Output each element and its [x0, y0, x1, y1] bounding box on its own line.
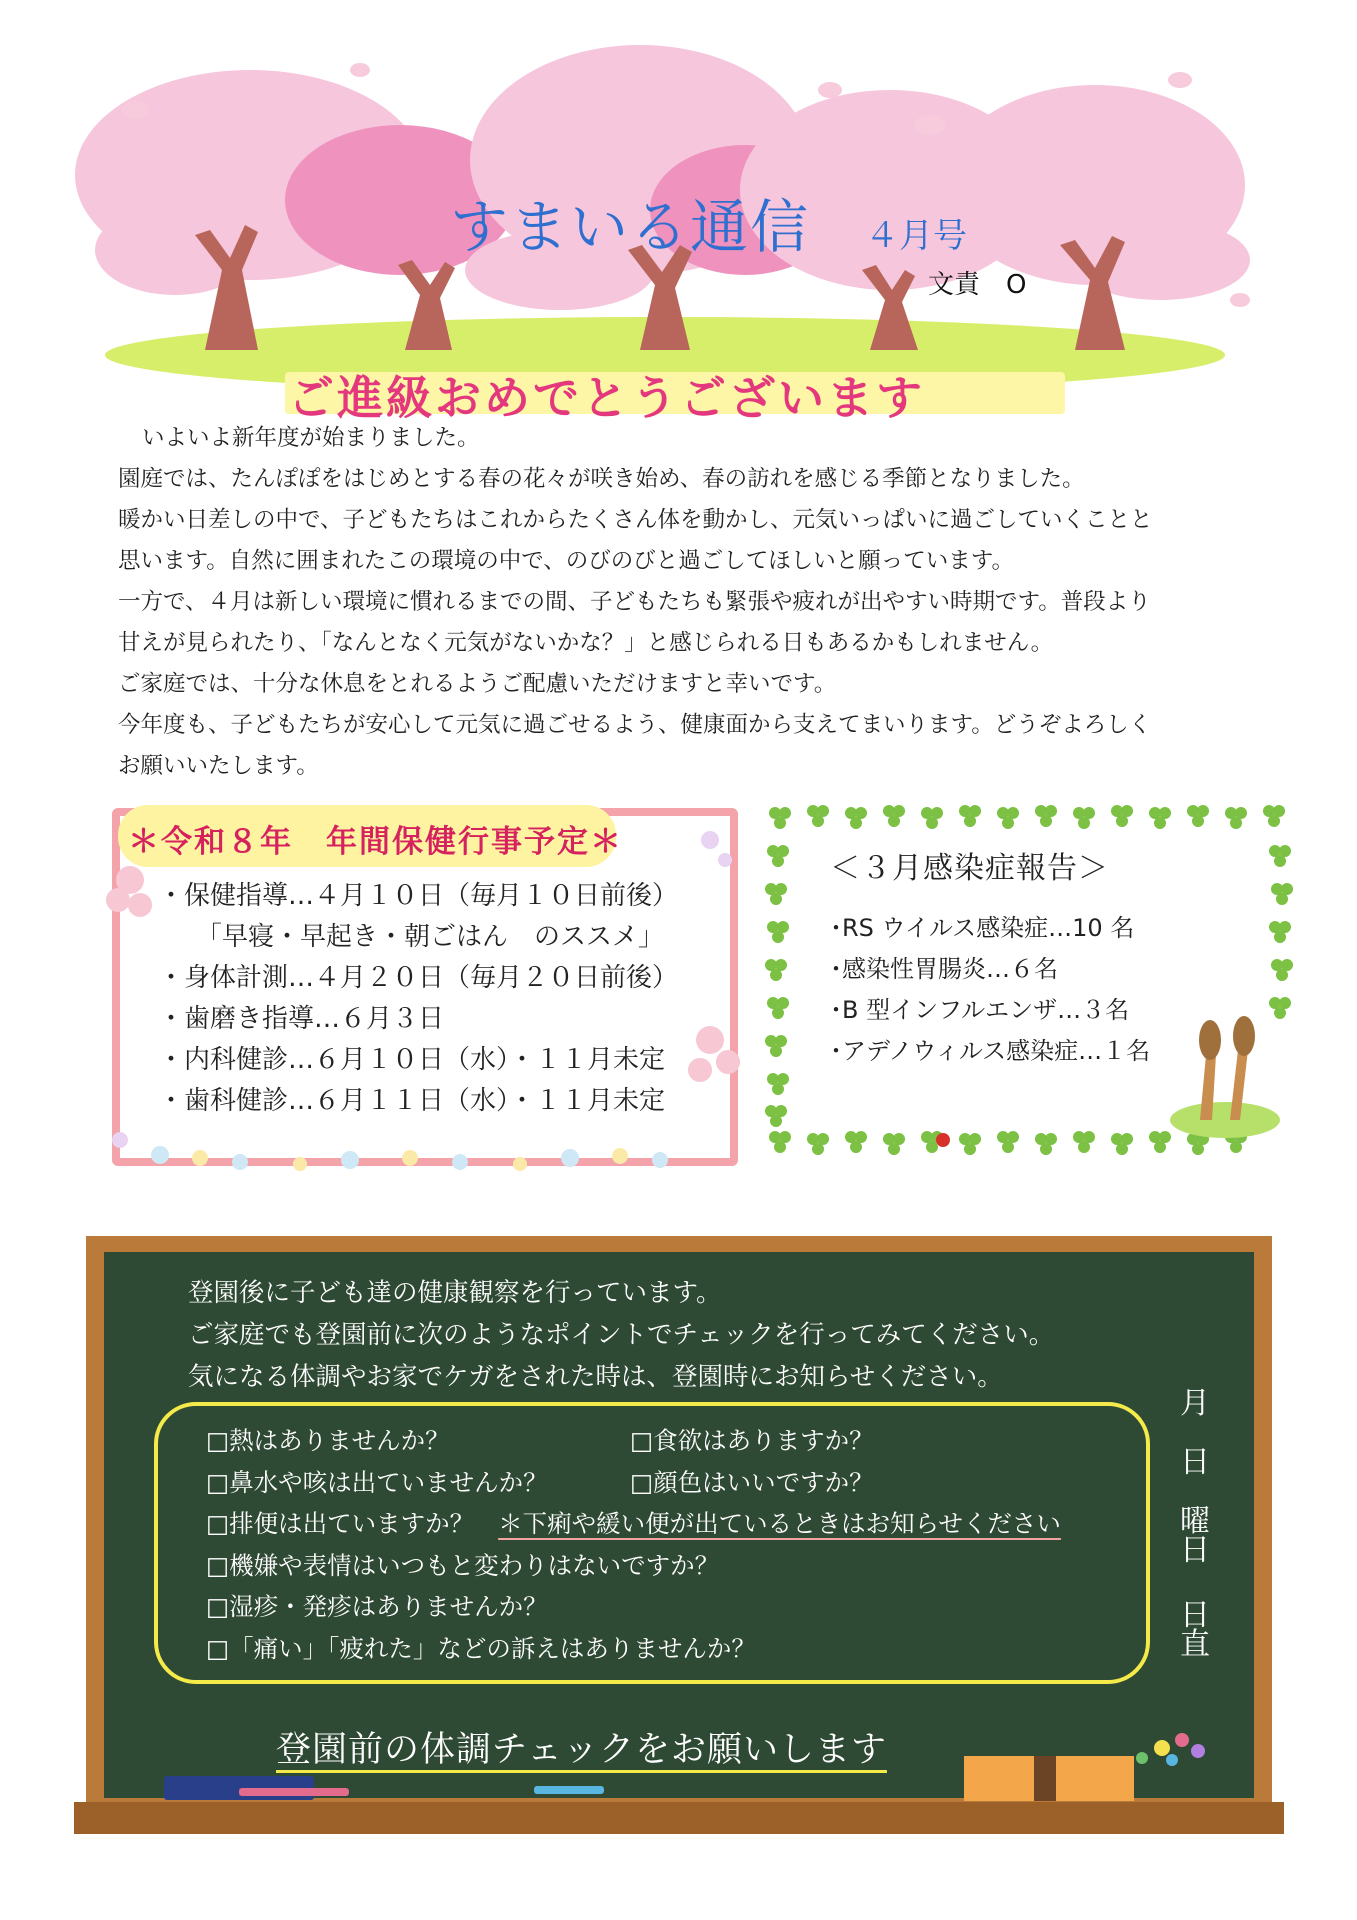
duty-char: 日	[1180, 1533, 1210, 1568]
infection-item: ･感染性胃腸炎…６名	[830, 955, 1058, 983]
schedule-item: ・保健指導…４月１０日（毎月１０日前後）	[158, 881, 679, 911]
intro-line: 甘えが見られたり、「なんとなく元気がないかな？」と感じられる日もあるかもしれません。	[118, 630, 1054, 656]
duty-date-column	[1172, 1374, 1218, 1674]
duty-char: 直	[1180, 1627, 1210, 1662]
board-intro	[188, 1272, 1054, 1398]
infection-item: ･RS ウイルス感染症…10 名	[830, 914, 1135, 942]
intro-paragraph	[118, 418, 1278, 787]
infection-item: ･アデノウィルス感染症…１名	[830, 1037, 1151, 1065]
headline: ご進級おめでとうございます	[288, 371, 925, 425]
schedule-item: ・歯科健診…６月１１日（水）・１１月未定	[158, 1086, 666, 1116]
schedule-list	[158, 876, 678, 1122]
check-item-rash: □湿疹・発疹はありませんか？	[206, 1592, 548, 1621]
intro-line: お願いいたします。	[118, 753, 319, 779]
check-item-complexion: □顔色はいいですか？	[630, 1467, 874, 1497]
intro-line: 一方で、４月は新しい環境に慣れるまでの間、子どもたちも緊張や疲れが出やすい時期です。普段より	[118, 589, 1151, 615]
intro-line: 暖かい日差しの中で、子どもたちはこれからたくさん体を動かし、元気いっぱいに過ごしていくことと	[118, 507, 1153, 533]
schedule-item-subtitle: 「早寝・早起き・朝ごはん のススメ」	[196, 922, 665, 952]
schedule-item: ・身体計測…４月２０日（毎月２０日前後）	[158, 963, 679, 993]
issue-label: ４月号	[865, 216, 967, 256]
duty-char: 月	[1180, 1386, 1210, 1421]
check-row	[206, 1420, 1061, 1462]
infection-report-title: ＜３月感染症報告＞	[830, 851, 1109, 886]
duty-char: 日	[1180, 1445, 1210, 1480]
newsletter-title: すまいる通信	[450, 193, 811, 261]
intro-line: ご家庭では、十分な休息をとれるようご配慮いただけますと幸いです。	[118, 671, 837, 697]
check-row	[206, 1462, 1061, 1504]
infection-item: ･B 型インフルエンザ…３名	[830, 996, 1130, 1024]
intro-line: 園庭では、たんぽぽをはじめとする春の花々が咲き始め、春の訪れを感じる季節となりました。	[118, 466, 1085, 492]
check-item-mood: □機嫌や表情はいつもと変わりはないですか？	[206, 1550, 720, 1580]
check-item-complaints: □「痛い」「疲れた」などの訴えはありませんか？	[206, 1633, 756, 1663]
duty-char: 曜	[1180, 1504, 1210, 1539]
board-line: 気になる体調やお家でケガをされた時は、登園時にお知らせください。	[188, 1362, 1003, 1392]
check-note-diarrhea: ＊下痢や緩い便が出ているときはお知らせください	[498, 1509, 1061, 1538]
check-item-appetite: □食欲はありますか？	[630, 1426, 874, 1455]
board-footer-message: 登園前の体調チェックをお願いします	[276, 1730, 887, 1770]
board-line: 登園後に子ども達の健康観察を行っています。	[188, 1278, 722, 1308]
schedule-item: ・歯磨き指導…６月３日	[158, 1004, 445, 1034]
infection-report-list	[830, 908, 1150, 1072]
intro-line: いよいよ新年度が始まりました。	[142, 425, 480, 451]
schedule-item: ・内科健診…６月１０日（水）・１１月未定	[158, 1045, 666, 1075]
check-item-runny-nose: □鼻水や咳は出ていませんか？	[206, 1467, 548, 1497]
author-credit: 文責 O	[928, 270, 1027, 300]
intro-line: 今年度も、子どもたちが安心して元気に過ごせるよう、健康面から支えてまいります。どうぞよろしく	[118, 712, 1152, 738]
check-item-fever: □熱はありませんか？	[206, 1426, 450, 1455]
check-item-bowel: □排便は出ていますか？	[206, 1509, 475, 1538]
health-checklist	[206, 1420, 1061, 1669]
check-row	[206, 1503, 1061, 1545]
intro-line: 思います。自然に囲まれたこの環境の中で、のびのびと過ごしてほしいと願っています。	[118, 548, 1014, 574]
duty-char: 日	[1180, 1598, 1210, 1633]
board-line: ご家庭でも登園前に次のようなポイントでチェックを行ってみてください。	[188, 1320, 1055, 1350]
schedule-title: ＊令和８年 年間保健行事予定＊	[128, 824, 623, 860]
